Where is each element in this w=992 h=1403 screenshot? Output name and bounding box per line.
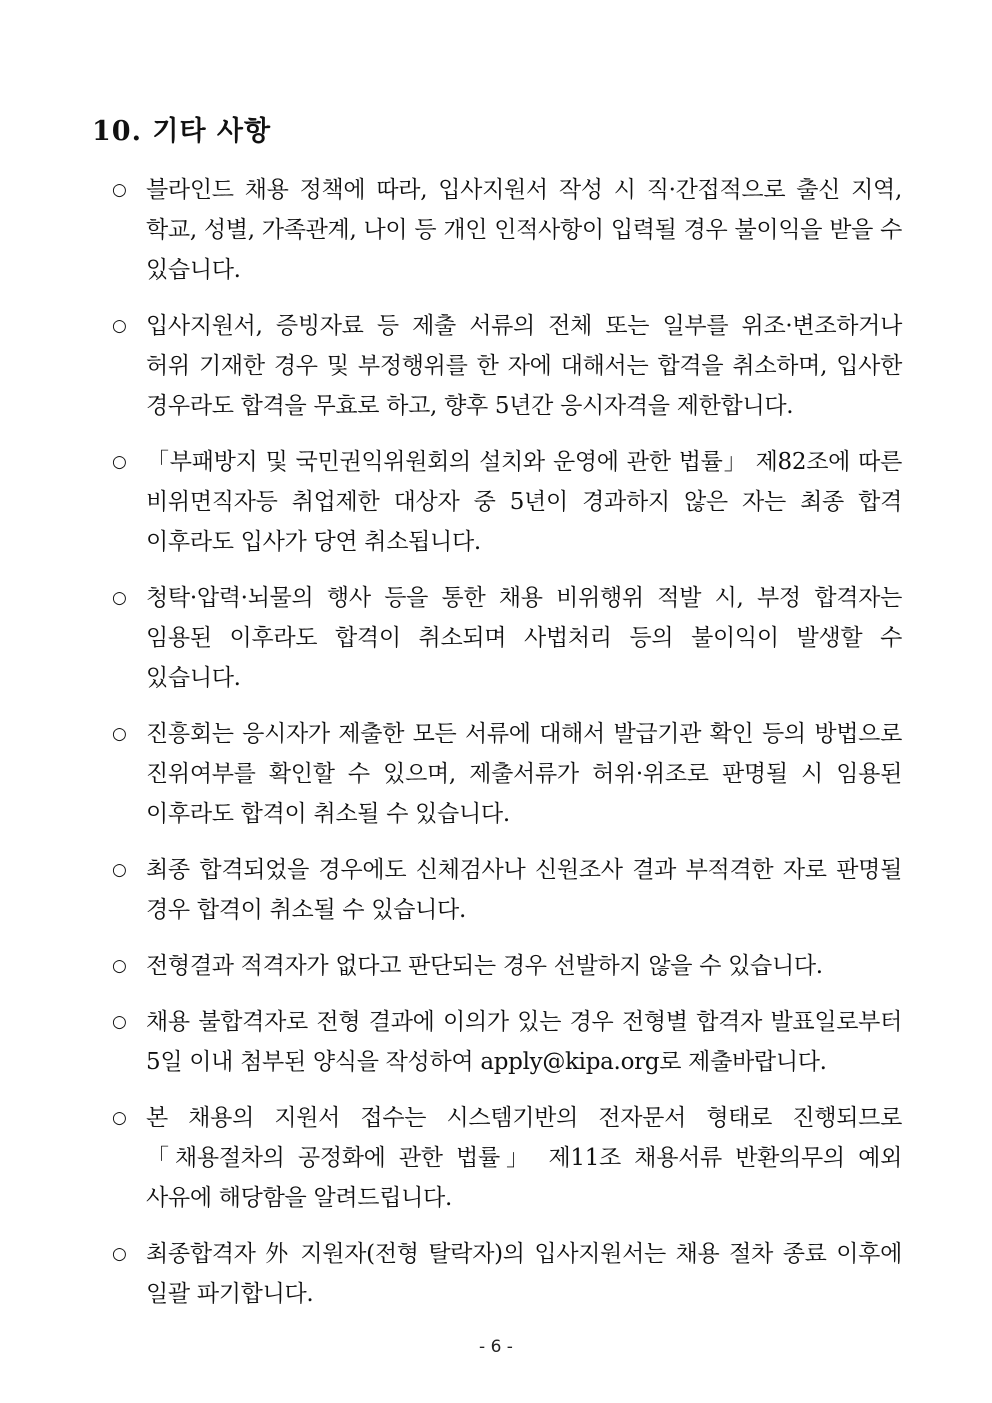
list-item-text: 채용 불합격자로 전형 결과에 이의가 있는 경우 전형별 합격자 발표일로부터 5일 이내 첨부된 양식을 작성하여 apply@kipa.org로 제출바랍니다. xyxy=(146,1009,902,1075)
list-item xyxy=(112,170,902,290)
circle-bullet-icon: ○ xyxy=(112,1244,127,1264)
list-item xyxy=(112,578,902,698)
circle-bullet-icon: ○ xyxy=(112,1108,127,1128)
circle-bullet-icon: ○ xyxy=(112,724,127,744)
list-item xyxy=(112,1098,902,1218)
circle-bullet-icon: ○ xyxy=(112,956,127,976)
list-item xyxy=(112,714,902,834)
list-item-text: 블라인드 채용 정책에 따라, 입사지원서 작성 시 직·간접적으로 출신 지역, 학교, 성별, 가족관계, 나이 등 개인 인적사항이 입력될 경우 불이익을 받을 수 있습니다. xyxy=(146,177,902,283)
list-item xyxy=(112,850,902,930)
circle-bullet-icon: ○ xyxy=(112,452,127,472)
circle-bullet-icon: ○ xyxy=(112,1012,127,1032)
list-item-text: 진흥회는 응시자가 제출한 모든 서류에 대해서 발급기관 확인 등의 방법으로 진위여부를 확인할 수 있으며, 제출서류가 허위·위조로 판명될 시 임용된 이후라도 합격이 취소될 수 있습니다. xyxy=(146,721,902,827)
circle-bullet-icon: ○ xyxy=(112,588,127,608)
page-number: - 6 - xyxy=(479,1337,513,1357)
list-item xyxy=(112,1002,902,1082)
notice-list xyxy=(112,170,902,1330)
section-title: 10. 기타 사항 xyxy=(92,116,272,147)
list-item xyxy=(112,1234,902,1314)
list-item-text: 「부패방지 및 국민권익위원회의 설치와 운영에 관한 법률」 제82조에 따른 비위면직자등 취업제한 대상자 중 5년이 경과하지 않은 자는 최종 합격 이후라도 입사가 당연 취소됩니다. xyxy=(146,449,902,555)
list-item xyxy=(112,306,902,426)
list-item-text: 최종 합격되었을 경우에도 신체검사나 신원조사 결과 부적격한 자로 판명될 경우 합격이 취소될 수 있습니다. xyxy=(146,857,902,923)
circle-bullet-icon: ○ xyxy=(112,316,127,336)
circle-bullet-icon: ○ xyxy=(112,180,127,200)
list-item xyxy=(112,442,902,562)
circle-bullet-icon: ○ xyxy=(112,860,127,880)
list-item-text: 청탁·압력·뇌물의 행사 등을 통한 채용 비위행위 적발 시, 부정 합격자는 임용된 이후라도 합격이 취소되며 사법처리 등의 불이익이 발생할 수 있습니다. xyxy=(146,585,902,691)
list-item-text: 입사지원서, 증빙자료 등 제출 서류의 전체 또는 일부를 위조·변조하거나 허위 기재한 경우 및 부정행위를 한 자에 대해서는 합격을 취소하며, 입사한 경우라도 합격을 무효로 하고, 향후 5년간 응시자격을 제한합니다. xyxy=(146,313,902,419)
list-item-text: 본 채용의 지원서 접수는 시스템기반의 전자문서 형태로 진행되므로 「채용절차의 공정화에 관한 법률」 제11조 채용서류 반환의무의 예외 사유에 해당함을 알려드립니다. xyxy=(146,1105,902,1211)
list-item xyxy=(112,946,902,986)
list-item-text: 전형결과 적격자가 없다고 판단되는 경우 선발하지 않을 수 있습니다. xyxy=(146,953,823,979)
list-item-text: 최종합격자 外 지원자(전형 탈락자)의 입사지원서는 채용 절차 종료 이후에 일괄 파기합니다. xyxy=(146,1241,902,1307)
